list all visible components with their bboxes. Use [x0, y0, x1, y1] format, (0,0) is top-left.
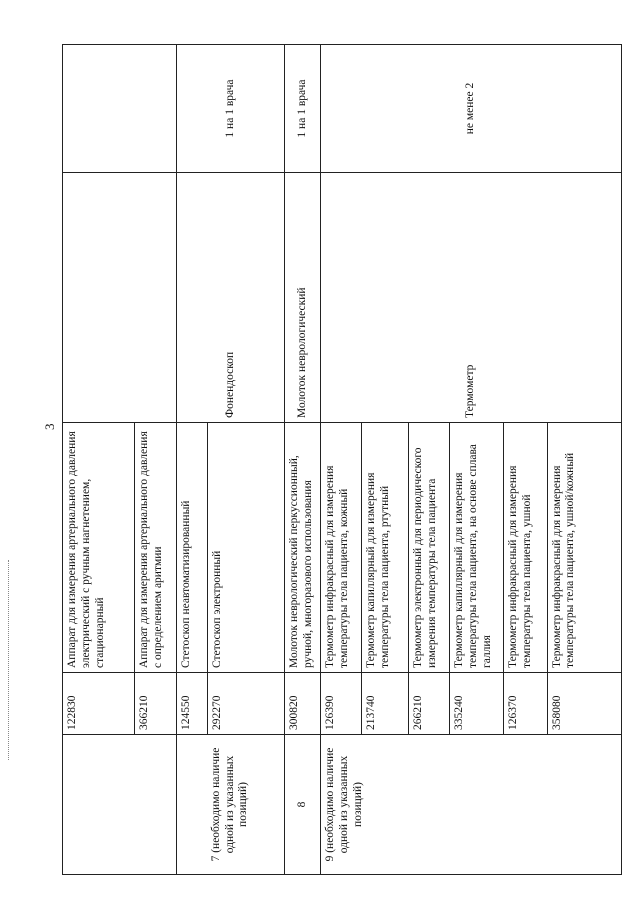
name-cell: Стетоскоп электронный: [207, 423, 285, 673]
code-cell: 300820: [285, 673, 321, 735]
position-number-cell: 8: [285, 735, 321, 875]
name-cell: Аппарат для измерения артериального давления с определением аритмии: [135, 423, 176, 673]
position-number-cell: 9 (необходимо наличие одной из указанных позиций): [321, 735, 622, 875]
table-row: [63, 45, 135, 875]
code-cell: 366210: [135, 673, 176, 735]
equipment-table: [62, 44, 622, 875]
quantity-cell: 1 на 1 врача: [176, 45, 285, 173]
table-row: [176, 45, 207, 875]
name-cell: Стетоскоп неавтоматизированный: [176, 423, 207, 673]
table-cell: [63, 735, 177, 875]
code-cell: 358080: [547, 673, 622, 735]
code-cell: 124550: [176, 673, 207, 735]
group-cell: Термометр: [321, 173, 622, 423]
table-row: [285, 45, 321, 875]
page-number: 3: [42, 423, 57, 430]
code-cell: 122830: [63, 673, 135, 735]
quantity-cell: 1 на 1 врача: [285, 45, 321, 173]
name-cell: Термометр капиллярный для измерения температуры тела пациента, на основе сплава галлия: [450, 423, 504, 673]
group-cell: Молоток неврологический: [285, 173, 321, 423]
group-cell: Фонендоскоп: [176, 173, 285, 423]
name-cell: Термометр инфракрасный для измерения температуры тела пациента, ушной: [504, 423, 547, 673]
name-cell: Термометр инфракрасный для измерения температуры тела пациента, кожный: [321, 423, 362, 673]
code-cell: 126390: [321, 673, 362, 735]
code-cell: 335240: [450, 673, 504, 735]
name-cell: Аппарат для измерения артериального давления электрический с ручным нагнетением, стационарный: [63, 423, 135, 673]
scan-edge-dots: [8, 560, 11, 760]
table-cell: [63, 45, 177, 173]
name-cell: Термометр инфракрасный для измерения температуры тела пациента, ушной/кожный: [547, 423, 622, 673]
quantity-cell: не менее 2: [321, 45, 622, 173]
table-row: [321, 45, 362, 875]
name-cell: Термометр капиллярный для измерения температуры тела пациента, ртутный: [362, 423, 409, 673]
code-cell: 126370: [504, 673, 547, 735]
code-cell: 292270: [207, 673, 285, 735]
position-number-cell: 7 (необходимо наличие одной из указанных позиций): [176, 735, 285, 875]
code-cell: 213740: [362, 673, 409, 735]
name-cell: Термометр электронный для периодического измерения температуры тела пациента: [408, 423, 449, 673]
rotated-table-wrapper: [62, 45, 622, 875]
code-cell: 266210: [408, 673, 449, 735]
name-cell: Молоток неврологический перкуссионный, ручной, многоразового использования: [285, 423, 321, 673]
table-cell: [63, 173, 177, 423]
